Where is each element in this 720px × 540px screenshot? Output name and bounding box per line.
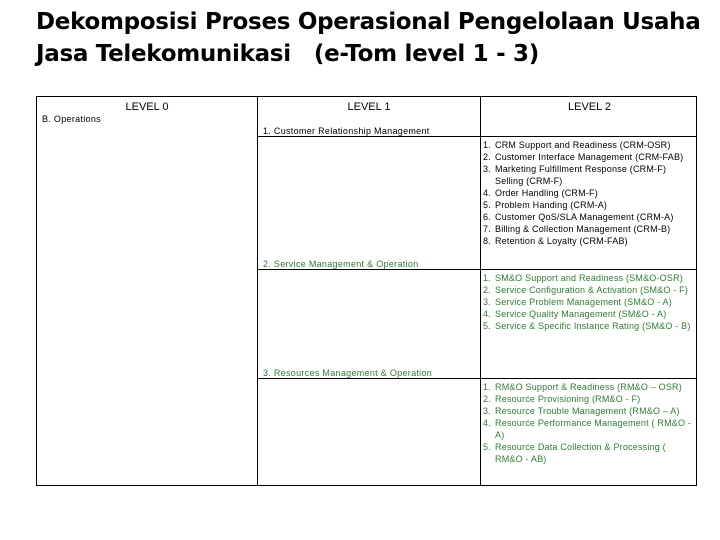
level1-rmo: 3. Resources Management & Operation [263, 368, 433, 378]
list-item: 2. Resource Provisioning (RM&O - F) [483, 394, 641, 404]
list-item: 4. Order Handling (CRM-F) [483, 188, 598, 198]
header-level-2: LEVEL 2 [567, 101, 611, 113]
list-item: 4. Service Quality Management (SM&O - A) [483, 309, 667, 319]
list-item: 4. Resource Performance Management ( RM&O - A) [483, 418, 692, 440]
list-item: 1. SM&O Support and Readiness (SM&O-OSR) [483, 273, 683, 283]
list-item: 3. Resource Trouble Management (RM&O – A) [483, 406, 680, 416]
list-item: 2. Service Configuration & Activation (SM&O - F) [483, 285, 689, 295]
list-item: 7. Billing & Collection Management (CRM-B) [483, 224, 671, 234]
operations-table [36, 96, 697, 486]
list-item: 1. CRM Support and Readiness (CRM-OSR) [483, 140, 671, 150]
list-item: 3. Service Problem Management (SM&O - A) [483, 297, 672, 307]
list-item: 5. Service & Specific Instance Rating (SM&O - B) [483, 321, 691, 331]
title-line-2: Jasa Telekomunikasi (e-Tom level 1 - 3) [36, 41, 539, 67]
level2-crm-list [483, 139, 695, 247]
list-item: 1. RM&O Support & Readiness (RM&O – OSR) [483, 382, 682, 392]
list-item: 5. Resource Data Collection & Processing ( RM&O - AB) [483, 442, 666, 464]
title-line-1: Dekomposisi Proses Operasional Pengelolaan Usaha [36, 9, 701, 35]
header-level-1: LEVEL 1 [347, 101, 391, 113]
list-item: 5. Problem Handing (CRM-A) [483, 200, 608, 210]
level2-smo-list [483, 272, 695, 332]
list-item: 6. Customer QoS/SLA Management (CRM-A) [483, 212, 674, 222]
column-divider-2 [480, 97, 481, 485]
level2-rmo-list [483, 381, 695, 465]
list-item: 3. Marketing Fulfillment Response (CRM-F) Selling (CRM-F) [483, 164, 667, 186]
level1-smo: 2. Service Management & Operation [263, 259, 419, 269]
row-divider-rmo [257, 378, 696, 379]
header-level-0: LEVEL 0 [125, 101, 169, 113]
page-title [36, 6, 701, 70]
list-item: 8. Retention & Loyalty (CRM-FAB) [483, 236, 628, 246]
column-divider-1 [257, 97, 258, 485]
level0-operations: B. Operations [42, 114, 101, 124]
list-item: 2. Customer Interface Management (CRM-FAB) [483, 152, 684, 162]
row-divider-crm [257, 136, 696, 137]
level1-crm: 1. Customer Relationship Management [263, 126, 430, 136]
row-divider-smo [257, 269, 696, 270]
